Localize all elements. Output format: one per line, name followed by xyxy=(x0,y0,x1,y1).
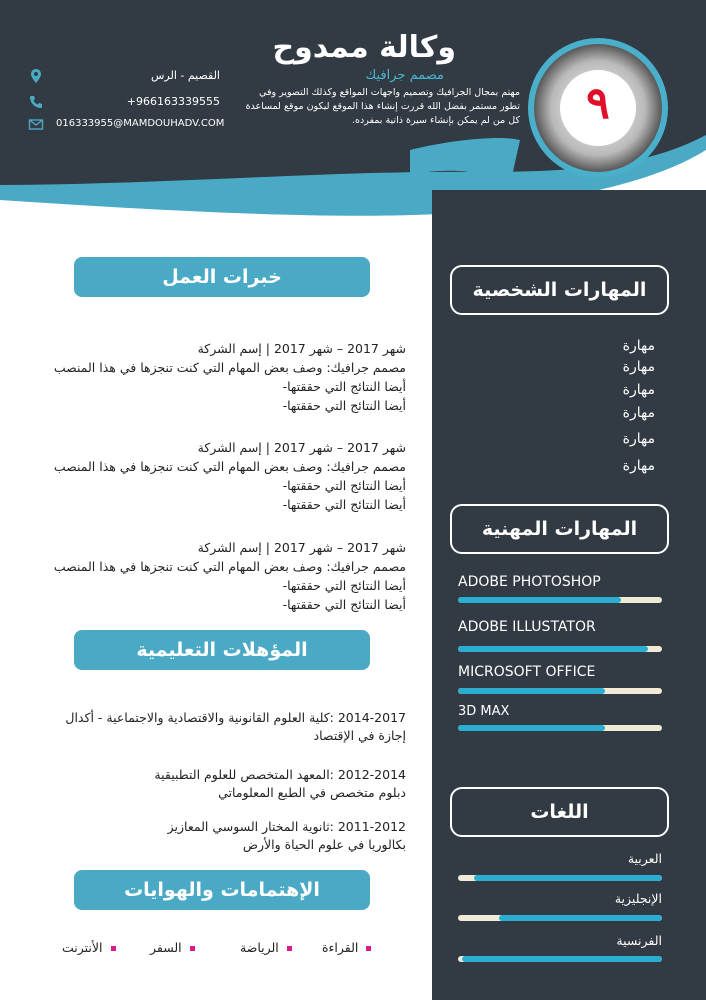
soft-skill-item: مهارة xyxy=(622,338,655,354)
bullet-icon xyxy=(111,946,116,951)
pro-skill-bar-fill xyxy=(458,646,648,652)
hobbies-list xyxy=(40,940,400,960)
pro-skill-name: ADOBE ILLUSTATOR xyxy=(458,619,596,635)
hobbies-heading: الإهتمامات والهوايات xyxy=(74,870,370,910)
phone-icon xyxy=(28,94,44,110)
language-bar xyxy=(458,915,662,921)
contact-phone xyxy=(28,94,228,114)
language-name: العربية xyxy=(627,851,662,866)
pro-skill-bar-fill xyxy=(458,597,621,603)
contact-location xyxy=(28,68,228,88)
language-bar-fill xyxy=(462,956,662,962)
phone-text: +966163339555 xyxy=(126,95,220,108)
logo xyxy=(560,70,636,146)
email-text: 016333955@MAMDOUHADV.COM xyxy=(56,118,225,129)
pro-skill-bar xyxy=(458,646,662,652)
pro-skill-name: 3D MAX xyxy=(458,704,510,719)
location-text: القصيم - الرس xyxy=(150,69,220,82)
soft-skills-heading: المهارات الشخصية xyxy=(450,265,669,315)
pro-skill-bar-fill xyxy=(458,688,605,694)
education-entry: 2014-2017 :كلية العلوم القانونية والاقتصادية والاجتماعية - أكدال إجازة في الإقتصاد xyxy=(65,710,406,743)
job-title: مصمم جرافيك xyxy=(365,68,444,83)
soft-skill-item: مهارة xyxy=(622,405,655,421)
pro-skill-bar-fill xyxy=(458,725,605,731)
pro-skill-name: MICROSOFT OFFICE xyxy=(458,664,596,680)
hobby-item: الأنترنت xyxy=(62,940,116,955)
bio-text: مهتم بمجال الجرافيك وتصميم واجهات المواقع وكذلك التصوير وفي تطور مستمر بفضل الله قررت إنشاء هذا الموقع ليكون موقع لمساعدة كل من لم يمكن بإنشاء سيرة ذاتية بمفرده. xyxy=(245,87,520,126)
logo-glyph: ٩ xyxy=(586,78,610,129)
language-bar-fill xyxy=(474,875,662,881)
pro-skill-bar xyxy=(458,597,662,603)
hobby-item: القراءة xyxy=(322,940,371,955)
hobby-item: السفر xyxy=(150,940,195,955)
soft-skill-item: مهارة xyxy=(622,431,655,447)
email-icon xyxy=(28,116,44,132)
pro-skill-name: ADOBE PHOTOSHOP xyxy=(458,574,601,590)
experience-entry: شهر 2017 – شهر 2017 | إسم الشركة مصمم جرافيك: وصف بعض المهام التي كنت تنجزها في هذا المنصب أيضا النتائج التي حققتها- أيضا النتائج التي حققتها- xyxy=(53,341,406,413)
soft-skill-item: مهارة xyxy=(622,359,655,375)
pro-skills-heading: المهارات المهنية xyxy=(450,504,669,554)
location-pin-icon xyxy=(28,68,44,84)
education-entry: 2011-2012 :ثانوية المختار السوسي المعازيز بكالوريا في علوم الحياة والأرض xyxy=(167,819,406,852)
experience-entry: شهر 2017 – شهر 2017 | إسم الشركة مصمم جرافيك: وصف بعض المهام التي كنت تنجزها في هذا المنصب أيضا النتائج التي حققتها- أيضا النتائج التي حققتها- xyxy=(53,440,406,512)
bullet-icon xyxy=(366,946,371,951)
bullet-icon xyxy=(287,946,292,951)
language-name: الفرنسية xyxy=(616,933,662,948)
pro-skill-bar xyxy=(458,725,662,731)
pro-skill-bar xyxy=(458,688,662,694)
soft-skill-item: مهارة xyxy=(622,382,655,398)
candidate-name: وكالة ممدوح xyxy=(272,30,456,65)
language-bar xyxy=(458,956,662,962)
experience-heading: خبرات العمل xyxy=(74,257,370,297)
profile-photo-frame xyxy=(528,38,668,178)
education-heading: المؤهلات التعليمية xyxy=(74,630,370,670)
language-name: الإنجليزية xyxy=(614,891,662,906)
education-entry: 2012-2014 :المعهد المتخصص للعلوم التطبيقية دبلوم متخصص في الطبع المعلوماتي xyxy=(154,767,406,800)
languages-heading: اللغات xyxy=(450,787,669,837)
language-bar xyxy=(458,875,662,881)
bullet-icon xyxy=(190,946,195,951)
contact-email xyxy=(28,116,228,136)
language-bar-fill xyxy=(499,915,662,921)
experience-entry: شهر 2017 – شهر 2017 | إسم الشركة مصمم جرافيك: وصف بعض المهام التي كنت تنجزها في هذا المنصب أيضا النتائج التي حققتها- أيضا النتائج التي حققتها- xyxy=(53,540,406,612)
hobby-item: الرياضة xyxy=(240,940,292,955)
soft-skill-item: مهارة xyxy=(622,458,655,474)
